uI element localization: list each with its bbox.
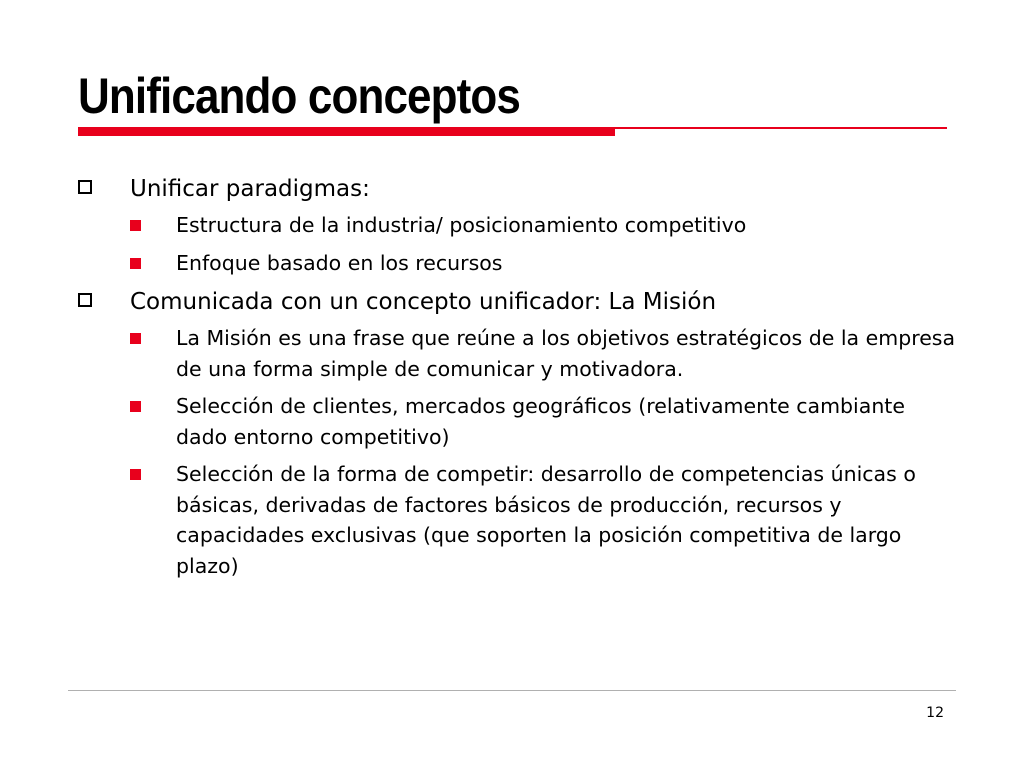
red-square-bullet-icon — [130, 258, 141, 269]
bullet-list — [78, 172, 958, 588]
red-square-bullet-icon — [130, 401, 141, 412]
red-square-bullet-icon — [130, 220, 141, 231]
sub-bullet-item — [130, 391, 956, 452]
page-number: 12 — [926, 705, 944, 721]
bullet-text: Unificar paradigmas: — [130, 176, 370, 202]
sub-bullet-text: Selección de la forma de competir: desarrollo de competencias únicas o básicas, derivadas de factores básicos de producción, recursos y capacidades exclusivas (que soporten la posición competitiva de largo plazo) — [176, 462, 916, 578]
red-square-bullet-icon — [130, 333, 141, 344]
sub-bullet-text: Enfoque basado en los recursos — [176, 250, 503, 275]
sub-bullet-text: Selección de clientes, mercados geográficos (relativamente cambiante dado entorno competitivo) — [176, 394, 905, 449]
bullet-item — [78, 172, 958, 206]
sub-bullet-text: La Misión es una frase que reúne a los objetivos estratégicos de la empresa de una forma simple de comunicar y motivadora. — [176, 326, 956, 381]
sub-bullet-item — [130, 323, 956, 384]
hollow-square-bullet-icon — [78, 180, 92, 194]
title-underline-thin — [615, 127, 947, 129]
sub-bullet-item — [130, 210, 956, 241]
sub-bullet-item — [130, 248, 956, 279]
bullet-text: Comunicada con un concepto unificador: La Misión — [130, 289, 717, 315]
title-underline-thick — [78, 127, 615, 136]
footer-divider — [68, 690, 956, 691]
hollow-square-bullet-icon — [78, 293, 92, 307]
bullet-item — [78, 285, 958, 319]
sub-bullet-item — [130, 459, 956, 581]
red-square-bullet-icon — [130, 469, 141, 480]
slide-title: Unificando conceptos — [78, 68, 520, 124]
sub-bullet-text: Estructura de la industria/ posicionamiento competitivo — [176, 213, 747, 237]
